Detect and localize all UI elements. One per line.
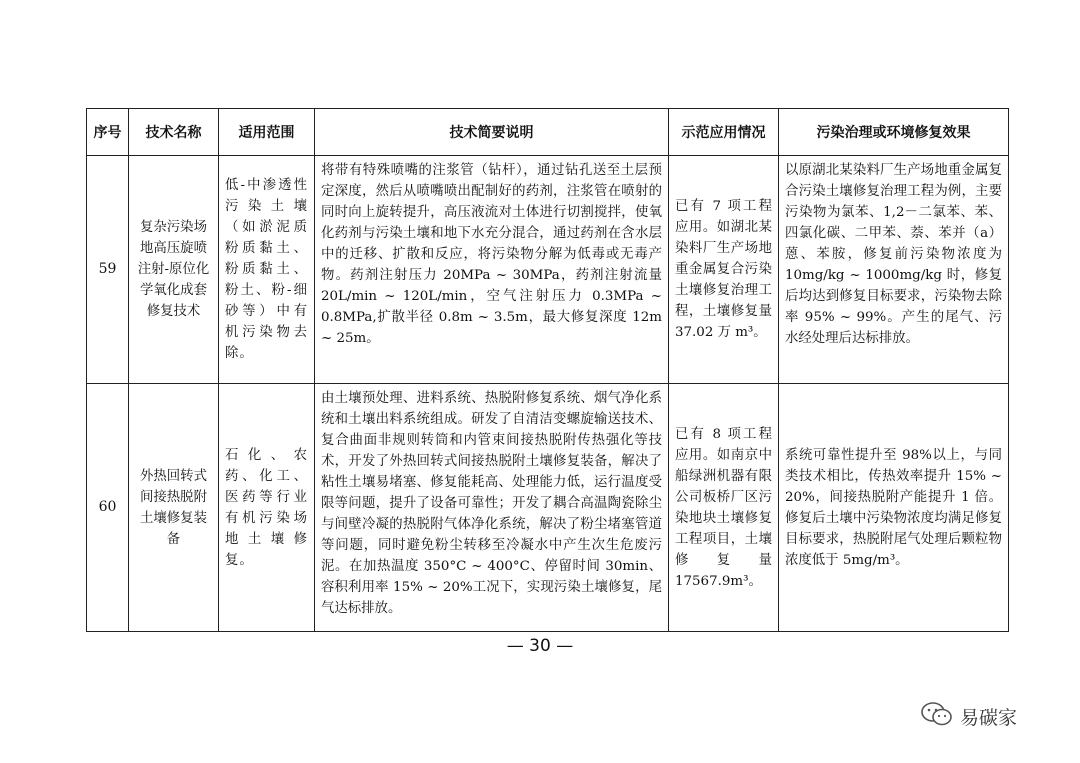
- row-scope: 石化、农药、化工、医药等行业有机污染场地土壤修复。: [225, 447, 308, 568]
- page-number: — 30 —: [506, 636, 574, 656]
- table-header-row: [87, 109, 1009, 156]
- row-scope: 低-中渗透性污染土壤（如淤泥质粉质黏土、粉质黏土、粉土、粉-细砂等）中有机污染物去除。: [225, 178, 308, 361]
- row-effect: 系统可靠性提升至 98%以上，与同类技术相比，传热效率提升 15% ~ 20%，间接热脱附产能提升 1 倍。修复后土壤中污染物浓度均满足修复目标要求，热脱附尾气处理后颗粒物浓度低于 5mg/m³。: [785, 447, 1002, 568]
- row-name: 复杂污染场地高压旋喷注射-原位化学氧化成套修复技术: [137, 220, 210, 319]
- header-no: 序号: [87, 109, 129, 156]
- header-demo: 示范应用情况: [669, 109, 779, 156]
- header-scope: 适用范围: [219, 109, 315, 156]
- row-demo: 已有 8 项工程应用。如南京中船绿洲机器有限公司板桥厂区污染地块土壤修复工程项目，土壤修复量 17567.9m³。: [675, 426, 772, 589]
- brand-watermark: [920, 700, 1017, 733]
- row-effect: 以原湖北某染料厂生产场地重金属复合污染土壤修复治理工程为例，主要污染物为氯苯、1,2－二氯苯、苯、四氯化碳、二甲苯、萘、苯并（a）蒽、苯胺，修复前污染物浓度为 10mg/kg ~ 1000mg/kg 时，修复后均达到修复目标要求，污染物去除率 95% ~ 99%。产生的尾气、污水经处理后达标排放。: [785, 163, 1002, 346]
- row-no: 59: [87, 156, 129, 384]
- row-demo: 已有 7 项工程应用。如湖北某染料厂生产场地重金属复合污染土壤修复治理工程，土壤修复量 37.02 万 m³。: [675, 199, 772, 340]
- row-no: 60: [87, 384, 129, 632]
- row-name: 外热回转式间接热脱附土壤修复装备: [140, 468, 207, 547]
- header-effect: 污染治理或环境修复效果: [779, 109, 1009, 156]
- brand-name: 易碳家: [960, 707, 1018, 729]
- header-desc: 技术简要说明: [315, 109, 669, 156]
- technology-table: [86, 108, 1009, 632]
- row-desc: 由土壤预处理、进料系统、热脱附修复系统、烟气净化系统和土壤出料系统组成。研发了自清洁变螺旋输送技术、复合曲面非规则转筒和内管束间接热脱附传热强化等技术，开发了外热回转式间接热脱附土壤修复装备，解决了粘性土壤易堵塞、修复能耗高、处理能力低，运行温度受限等问题，提升了设备可靠性；开发了耦合高温陶瓷除尘与间壁冷凝的热脱附气体净化系统，解决了粉尘堵塞管道等问题，同时避免粉尘转移至冷凝水中产生次生危废污泥。在加热温度 350°C ~ 400°C、停留时间 30min、容积利用率 15% ~ 20%工况下，实现污染土壤修复，尾气达标排放。: [321, 391, 662, 616]
- row-desc: 将带有特殊喷嘴的注浆管（钻杆），通过钻孔送至土层预定深度，然后从喷嘴喷出配制好的药剂，注浆管在喷射的同时向上旋转提升，高压液流对土体进行切割搅拌，使氧化药剂与污染土壤和地下水充分混合，通过药剂在含水层中的迁移、扩散和反应，将污染物分解为低毒或无毒产物。药剂注射压力 20MPa ~ 30MPa，药剂注射流量 20L/min ~ 120L/min，空气注射压力 0.3MPa ~ 0.8MPa,扩散半径 0.8m ~ 3.5m，最大修复深度 12m ~ 25m。: [321, 163, 662, 346]
- wechat-icon: [920, 700, 954, 733]
- table-row: [87, 156, 1009, 384]
- header-name: 技术名称: [129, 109, 219, 156]
- table-row: [87, 384, 1009, 632]
